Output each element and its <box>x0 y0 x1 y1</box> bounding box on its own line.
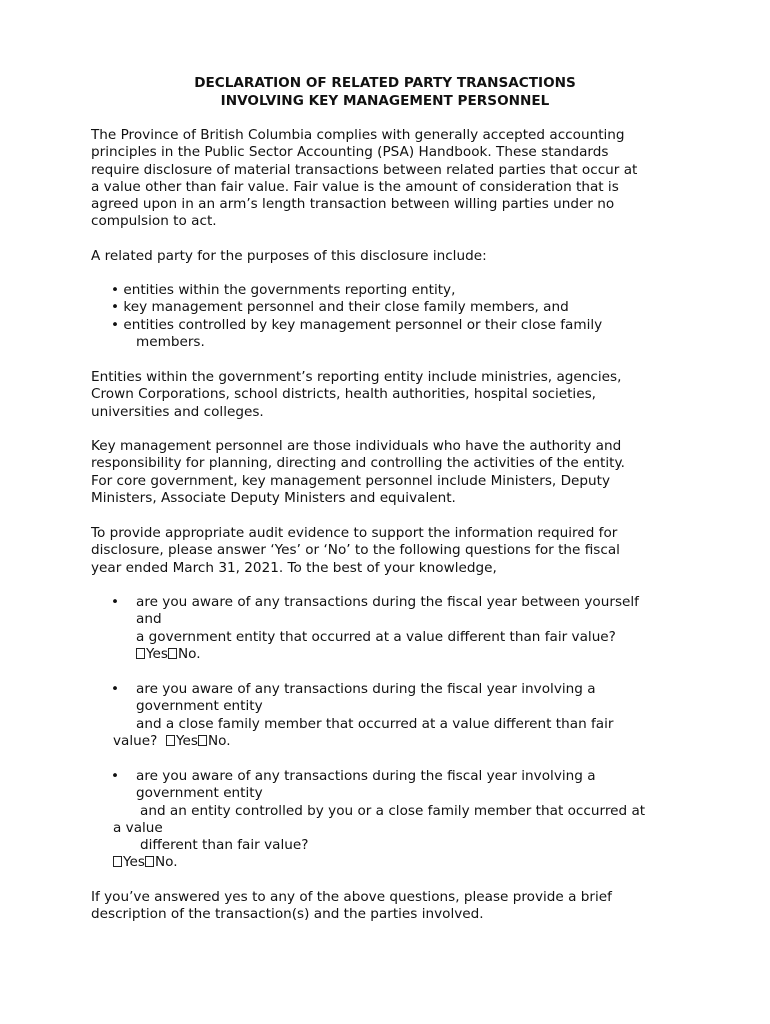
title-line-1: DECLARATION OF RELATED PARTY TRANSACTIONS <box>194 75 576 91</box>
no-checkbox[interactable] <box>198 735 207 746</box>
entities-line: Entities within the government’s reporting entity include ministries, agencies, <box>91 369 622 385</box>
answer-options <box>91 733 691 750</box>
bullet-icon: • <box>111 681 120 697</box>
intro-line: a value other than fair value. Fair value is the amount of consideration that is <box>91 178 619 195</box>
question-text: government entity <box>136 698 263 715</box>
intro-line: compulsion to act. <box>91 213 217 230</box>
yes-checkbox[interactable] <box>136 648 145 659</box>
entities-paragraph <box>91 369 691 421</box>
bullet-icon: • <box>111 282 120 298</box>
yes-label: Yes <box>123 854 145 871</box>
question-text: a value <box>113 819 163 836</box>
question-text: government entity <box>136 785 263 802</box>
no-label: No. <box>154 854 178 871</box>
question-text: are you aware of any transactions during the fiscal year involving a <box>136 768 596 784</box>
question-2 <box>91 681 691 750</box>
audit-line: To provide appropriate audit evidence to support the information required for <box>91 525 618 541</box>
audit-paragraph <box>91 525 691 577</box>
question-1 <box>91 594 691 663</box>
audit-line: year ended March 31, 2021. To the best of your knowledge, <box>91 559 497 576</box>
bullet-icon: • <box>111 768 120 784</box>
closing-line: description of the transaction(s) and the parties involved. <box>91 906 484 923</box>
answer-options <box>91 854 691 871</box>
list-item-continuation: members. <box>136 333 205 350</box>
kmp-line: responsibility for planning, directing and controlling the activities of the entity. <box>91 455 625 472</box>
intro-line: The Province of British Columbia complies with generally accepted accounting <box>91 127 625 143</box>
question-text: value? <box>113 732 158 749</box>
intro-paragraph <box>91 127 691 231</box>
yes-label: Yes <box>146 645 168 662</box>
question-text: are you aware of any transactions during the fiscal year involving a <box>136 681 596 697</box>
answer-options <box>91 646 691 663</box>
list-item-text: key management personnel and their close family members, and <box>123 299 569 316</box>
bullet-icon: • <box>111 594 120 610</box>
kmp-line: Key management personnel are those individuals who have the authority and <box>91 438 622 454</box>
list-item <box>111 299 711 316</box>
yes-label: Yes <box>176 732 198 749</box>
no-checkbox[interactable] <box>168 648 177 659</box>
list-item <box>111 282 711 299</box>
yes-checkbox[interactable] <box>166 735 175 746</box>
intro-line: require disclosure of material transactions between related parties that occur at <box>91 161 638 178</box>
audit-line: disclosure, please answer ‘Yes’ or ‘No’ to the following questions for the fiscal <box>91 542 620 559</box>
bullet-icon: • <box>111 316 120 333</box>
kmp-paragraph <box>91 438 691 507</box>
no-checkbox[interactable] <box>145 856 154 867</box>
list-item-text: entities within the governments reporting entity, <box>123 282 456 298</box>
question-3 <box>91 768 691 872</box>
closing-paragraph <box>91 889 691 924</box>
question-text: a government entity that occurred at a value different than fair value? <box>136 628 616 645</box>
title-line-2: INVOLVING KEY MANAGEMENT PERSONNEL <box>220 93 550 109</box>
no-label: No. <box>177 645 201 662</box>
related-party-intro-text: A related party for the purposes of this disclosure include: <box>91 248 487 264</box>
kmp-line: For core government, key management personnel include Ministers, Deputy <box>91 472 611 489</box>
question-text: and a close family member that occurred at a value different than fair <box>136 715 614 732</box>
list-item <box>111 317 711 334</box>
document-title <box>0 74 770 110</box>
kmp-line: Ministers, Associate Deputy Ministers and equivalent. <box>91 489 456 506</box>
intro-line: agreed upon in an arm’s length transaction between willing parties under no <box>91 196 615 213</box>
related-party-list <box>111 282 711 351</box>
question-text: and an entity controlled by you or a close family member that occurred at <box>140 802 646 819</box>
question-text: and <box>136 611 162 628</box>
entities-line: universities and colleges. <box>91 403 264 420</box>
no-label: No. <box>207 732 231 749</box>
related-party-intro <box>91 248 691 265</box>
closing-line: If you’ve answered yes to any of the above questions, please provide a brief <box>91 889 612 905</box>
question-text: different than fair value? <box>140 837 309 854</box>
list-item-text: entities controlled by key management personnel or their close family <box>123 316 603 333</box>
intro-line: principles in the Public Sector Accounting (PSA) Handbook. These standards <box>91 144 609 161</box>
question-text: are you aware of any transactions during the fiscal year between yourself <box>136 594 639 610</box>
entities-line: Crown Corporations, school districts, health authorities, hospital societies, <box>91 386 596 403</box>
yes-checkbox[interactable] <box>113 856 122 867</box>
bullet-icon: • <box>111 299 120 316</box>
